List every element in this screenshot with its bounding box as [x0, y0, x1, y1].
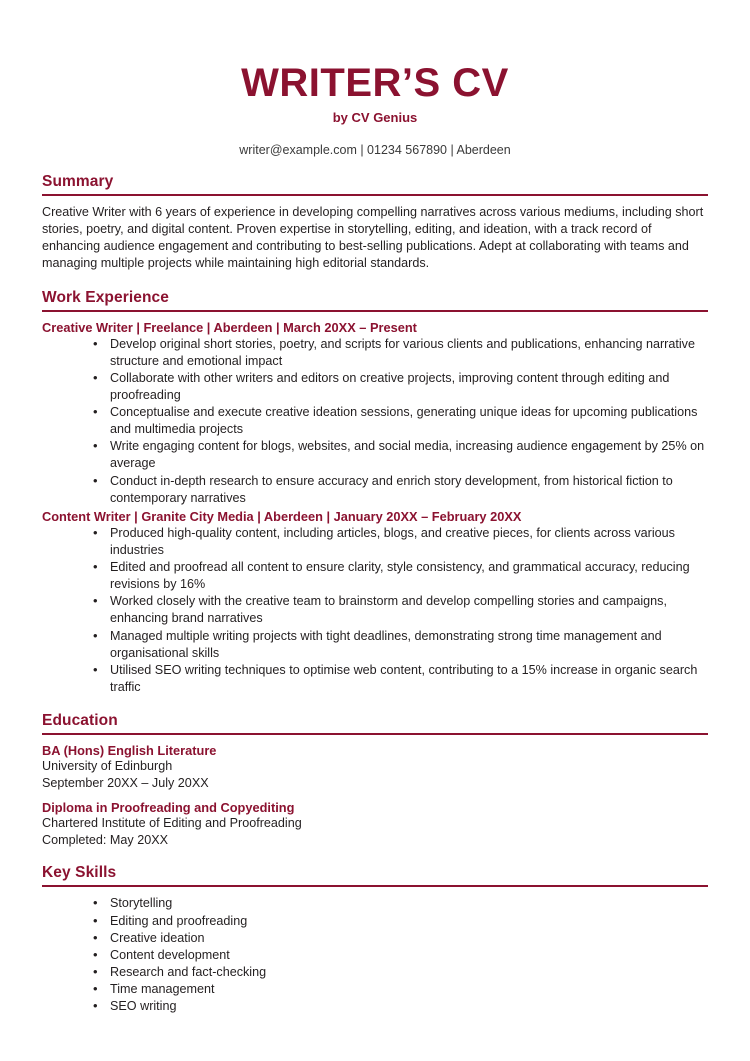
- section-rule: [42, 733, 708, 735]
- list-item: • Develop original short stories, poetry, and scripts for various clients and publications, enhancing narrative structure and emotional impact: [42, 336, 708, 370]
- section-heading-summary: Summary: [42, 173, 114, 190]
- section-heading-education: Education: [42, 712, 118, 729]
- education-entry: [42, 743, 708, 791]
- job-bullets: [42, 336, 708, 507]
- page-title: WRITER’S CV: [241, 61, 509, 105]
- education-dates: September 20XX – July 20XX: [42, 775, 209, 790]
- list-item: • Utilised SEO writing techniques to optimise web content, contributing to a 15% increase in organic search traffic: [42, 662, 708, 696]
- list-item: • Conceptualise and execute creative ideation sessions, generating unique ideas for upcoming publications and multimedia projects: [42, 404, 708, 438]
- section-key-skills: [42, 864, 708, 1015]
- education-institution: Chartered Institute of Editing and Proofreading: [42, 816, 302, 831]
- section-rule: [42, 310, 708, 312]
- job-entry: [42, 320, 708, 507]
- contact-line: writer@example.com | 01234 567890 | Aberdeen: [239, 143, 511, 157]
- education-degree: BA (Hons) English Literature: [42, 743, 217, 758]
- job-entry: [42, 509, 708, 696]
- skills-list: [42, 895, 708, 1015]
- list-item: • Conduct in-depth research to ensure accuracy and enrich story development, from historical fiction to contemporary narratives: [42, 473, 708, 507]
- list-item: • Managed multiple writing projects with tight deadlines, demonstrating strong time management and organisational skills: [42, 628, 708, 662]
- education-entry: [42, 800, 708, 848]
- section-heading-key-skills: Key Skills: [42, 864, 117, 882]
- list-item: • Research and fact-checking: [42, 964, 708, 981]
- summary-text: Creative Writer with 6 years of experience in developing compelling narratives across various mediums, including short stories, poetry, and digital content. Proven expertise in storytelling, editing, and ideation, with a track record of enhancing audience engagement and contributing to best-selling publications. Adept at collaborating with teams and managing multiple projects while maintaining high editorial standards.: [42, 205, 704, 271]
- job-title-line: Creative Writer | Freelance | Aberdeen | March 20XX – Present: [42, 319, 417, 335]
- job-bullets: [42, 525, 708, 696]
- list-item: • Worked closely with the creative team to brainstorm and develop compelling stories and campaigns, enhancing brand narratives: [42, 593, 708, 627]
- list-item: • Content development: [42, 947, 708, 964]
- section-rule: [42, 885, 708, 887]
- list-item: • Produced high-quality content, including articles, blogs, and creative pieces, for clients across various industries: [42, 525, 708, 559]
- cv-byline: by CV Genius: [332, 110, 418, 125]
- list-item: • Creative ideation: [42, 930, 708, 947]
- cv-header: [42, 0, 708, 157]
- section-work-experience: [42, 289, 708, 697]
- list-item: • SEO writing: [42, 998, 708, 1015]
- list-item: • Collaborate with other writers and editors on creative projects, improving content through editing and proofreading: [42, 370, 708, 404]
- list-item: • Edited and proofread all content to ensure clarity, style consistency, and grammatical accuracy, reducing revisions by 16%: [42, 559, 708, 593]
- section-heading-work-experience: Work Experience: [42, 288, 169, 306]
- education-institution: University of Edinburgh: [42, 759, 173, 773]
- list-item: • Time management: [42, 981, 708, 998]
- section-summary: [42, 173, 708, 273]
- skills-wrapper: [42, 895, 708, 1015]
- education-dates: Completed: May 20XX: [42, 832, 168, 847]
- job-title-line: Content Writer | Granite City Media | Aberdeen | January 20XX – February 20XX: [42, 508, 522, 524]
- education-degree: Diploma in Proofreading and Copyediting: [42, 800, 295, 816]
- list-item: • Storytelling: [42, 895, 708, 912]
- list-item: • Write engaging content for blogs, websites, and social media, increasing audience engagement by 25% on average: [42, 438, 708, 472]
- section-rule: [42, 194, 708, 196]
- list-item: • Editing and proofreading: [42, 913, 708, 930]
- section-education: [42, 712, 708, 848]
